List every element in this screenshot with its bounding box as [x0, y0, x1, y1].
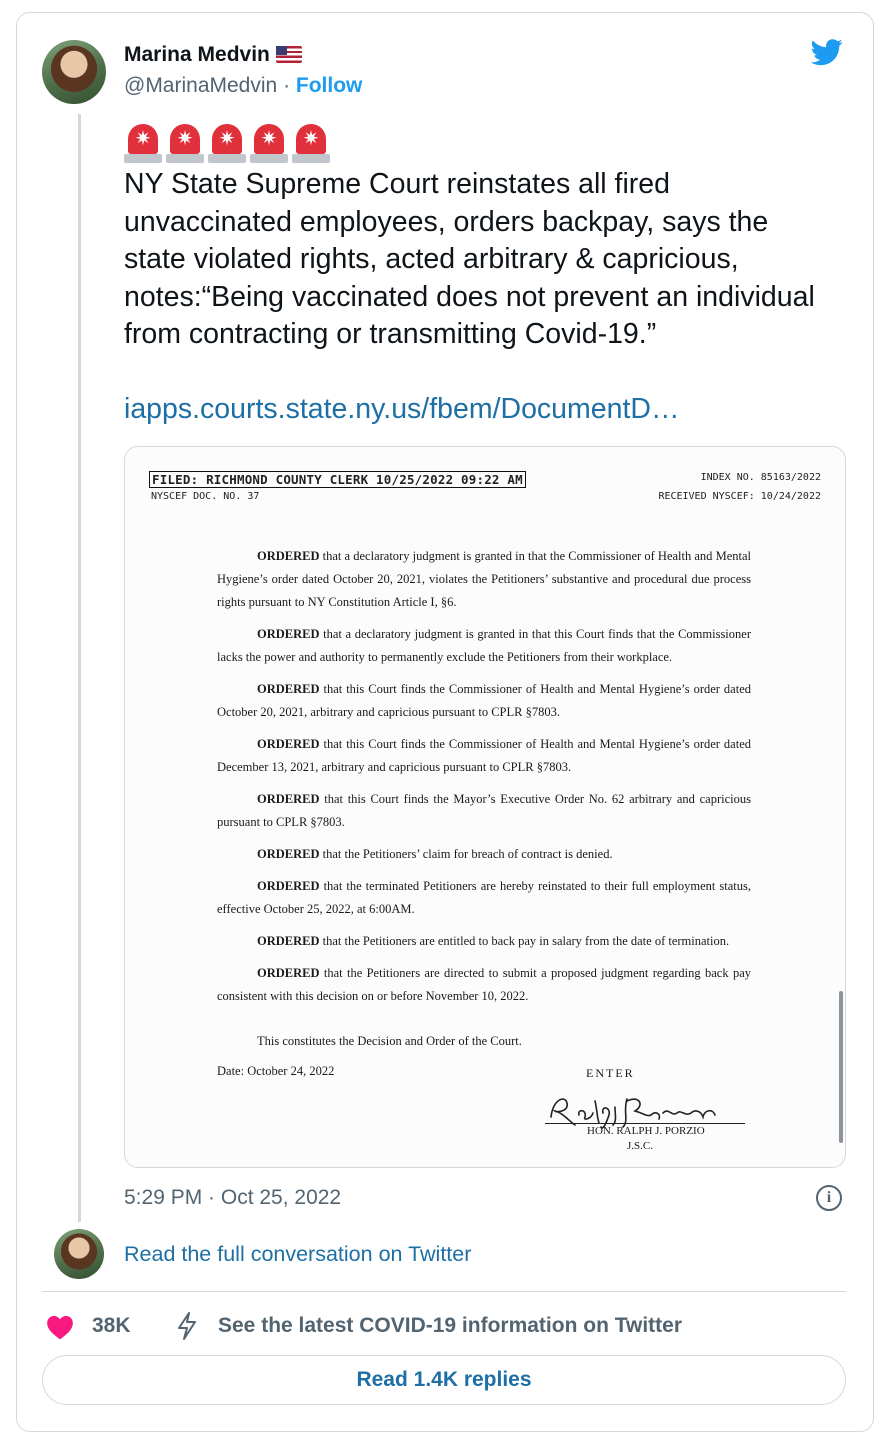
doc-index-no: INDEX NO. 85163/2022: [700, 472, 821, 483]
doc-closing: This constitutes the Decision and Order of the Court.: [257, 1034, 522, 1048]
doc-paragraph: ORDERED that a declaratory judgment is granted in that the Commissioner of Health and Mental Hygiene’s order dated October 20, 2021, violates the Petitioners’ substantive and procedural due process rights pursuant to NY Constitution Article I, §6.: [217, 549, 751, 609]
author-name-text[interactable]: Marina Medvin: [124, 43, 270, 66]
doc-filed-header: FILED: RICHMOND COUNTY CLERK 10/25/2022 09:22 AM: [149, 471, 526, 488]
doc-paragraph: ORDERED that the terminated Petitioners are hereby reinstated to their full employment status, effective October 25, 2022, at 6:00AM.: [217, 879, 751, 916]
tweet-timestamp[interactable]: 5:29 PM · Oct 25, 2022: [124, 1186, 342, 1209]
siren-emoji-row: [124, 124, 330, 164]
us-flag-icon: [276, 46, 302, 63]
doc-nyscef-no: NYSCEF DOC. NO. 37: [151, 491, 260, 502]
covid-info-link[interactable]: See the latest COVID-19 information on Twitter: [218, 1314, 683, 1337]
heart-icon[interactable]: [46, 1314, 74, 1340]
doc-paragraph: ORDERED that the Petitioners are directed to submit a proposed judgment regarding back pay consistent with this decision on or before November 10, 2022.: [217, 966, 751, 1003]
handle-separator: ·: [283, 74, 291, 97]
thread-line: [78, 114, 81, 1222]
siren-emoji: [208, 124, 246, 164]
siren-glyph: ✷: [170, 124, 200, 154]
doc-paragraph: ORDERED that a declaratory judgment is granted in that this Court finds that the Commissioner lacks the power and authority to permanently exclude the Petitioners from their workplace.: [217, 627, 751, 664]
like-count[interactable]: 38K: [92, 1314, 131, 1337]
siren-glyph: ✷: [128, 124, 158, 154]
siren-emoji: [124, 124, 162, 164]
siren-glyph: ✷: [296, 124, 326, 154]
doc-scrollbar[interactable]: [839, 991, 843, 1143]
read-replies-button[interactable]: Read 1.4K replies: [42, 1355, 846, 1405]
siren-glyph: ✷: [212, 124, 242, 154]
siren-emoji: [166, 124, 204, 164]
siren-glyph: ✷: [254, 124, 284, 154]
doc-judge-name: HON. RALPH J. PORZIO: [587, 1125, 705, 1137]
doc-paragraph: ORDERED that this Court finds the Commissioner of Health and Mental Hygiene’s order dated December 13, 2021, arbitrary and capricious pursuant to CPLR §7803.: [217, 737, 751, 774]
author-avatar[interactable]: [42, 40, 106, 104]
author-handle-row: [124, 74, 362, 98]
doc-enter: ENTER: [586, 1066, 635, 1080]
lightning-icon: [175, 1311, 199, 1341]
tweet-text: NY State Supreme Court reinstates all fired unvaccinated employees, orders backpay, says the state violated rights, acted arbitrary & capricious, notes:“Being vaccinated does not prevent an individual from contracting or transmitting Covid-19.”: [124, 168, 815, 350]
author-handle[interactable]: @MarinaMedvin: [124, 74, 278, 97]
conversation-avatar[interactable]: [54, 1229, 104, 1279]
doc-paragraph: ORDERED that this Court finds the Mayor’s Executive Order No. 62 arbitrary and capricious pursuant to CPLR §7803.: [217, 792, 751, 829]
doc-judge-title: J.S.C.: [627, 1140, 653, 1152]
doc-date: Date: October 24, 2022: [217, 1064, 335, 1078]
twitter-bird-icon[interactable]: [808, 36, 846, 68]
siren-emoji: [250, 124, 288, 164]
doc-body: [217, 545, 751, 1053]
author-name[interactable]: [124, 43, 302, 67]
read-full-conversation-link[interactable]: Read the full conversation on Twitter: [124, 1242, 472, 1266]
doc-paragraph: ORDERED that the Petitioners’ claim for breach of contract is denied.: [257, 847, 613, 861]
doc-paragraph: ORDERED that this Court finds the Commissioner of Health and Mental Hygiene’s order dated October 20, 2021, arbitrary and capricious pursuant to CPLR §7803.: [217, 682, 751, 719]
siren-emoji: [292, 124, 330, 164]
divider: [42, 1291, 846, 1292]
signature-line: [545, 1123, 745, 1124]
doc-received: RECEIVED NYSCEF: 10/24/2022: [658, 491, 821, 502]
follow-button[interactable]: Follow: [295, 74, 363, 97]
info-icon[interactable]: i: [816, 1185, 842, 1211]
doc-paragraph: ORDERED that the Petitioners are entitled to back pay in salary from the date of termination.: [257, 934, 730, 948]
attached-document-image[interactable]: [124, 446, 846, 1168]
tweet-link[interactable]: iapps.courts.state.ny.us/fbem/DocumentD…: [124, 393, 680, 425]
